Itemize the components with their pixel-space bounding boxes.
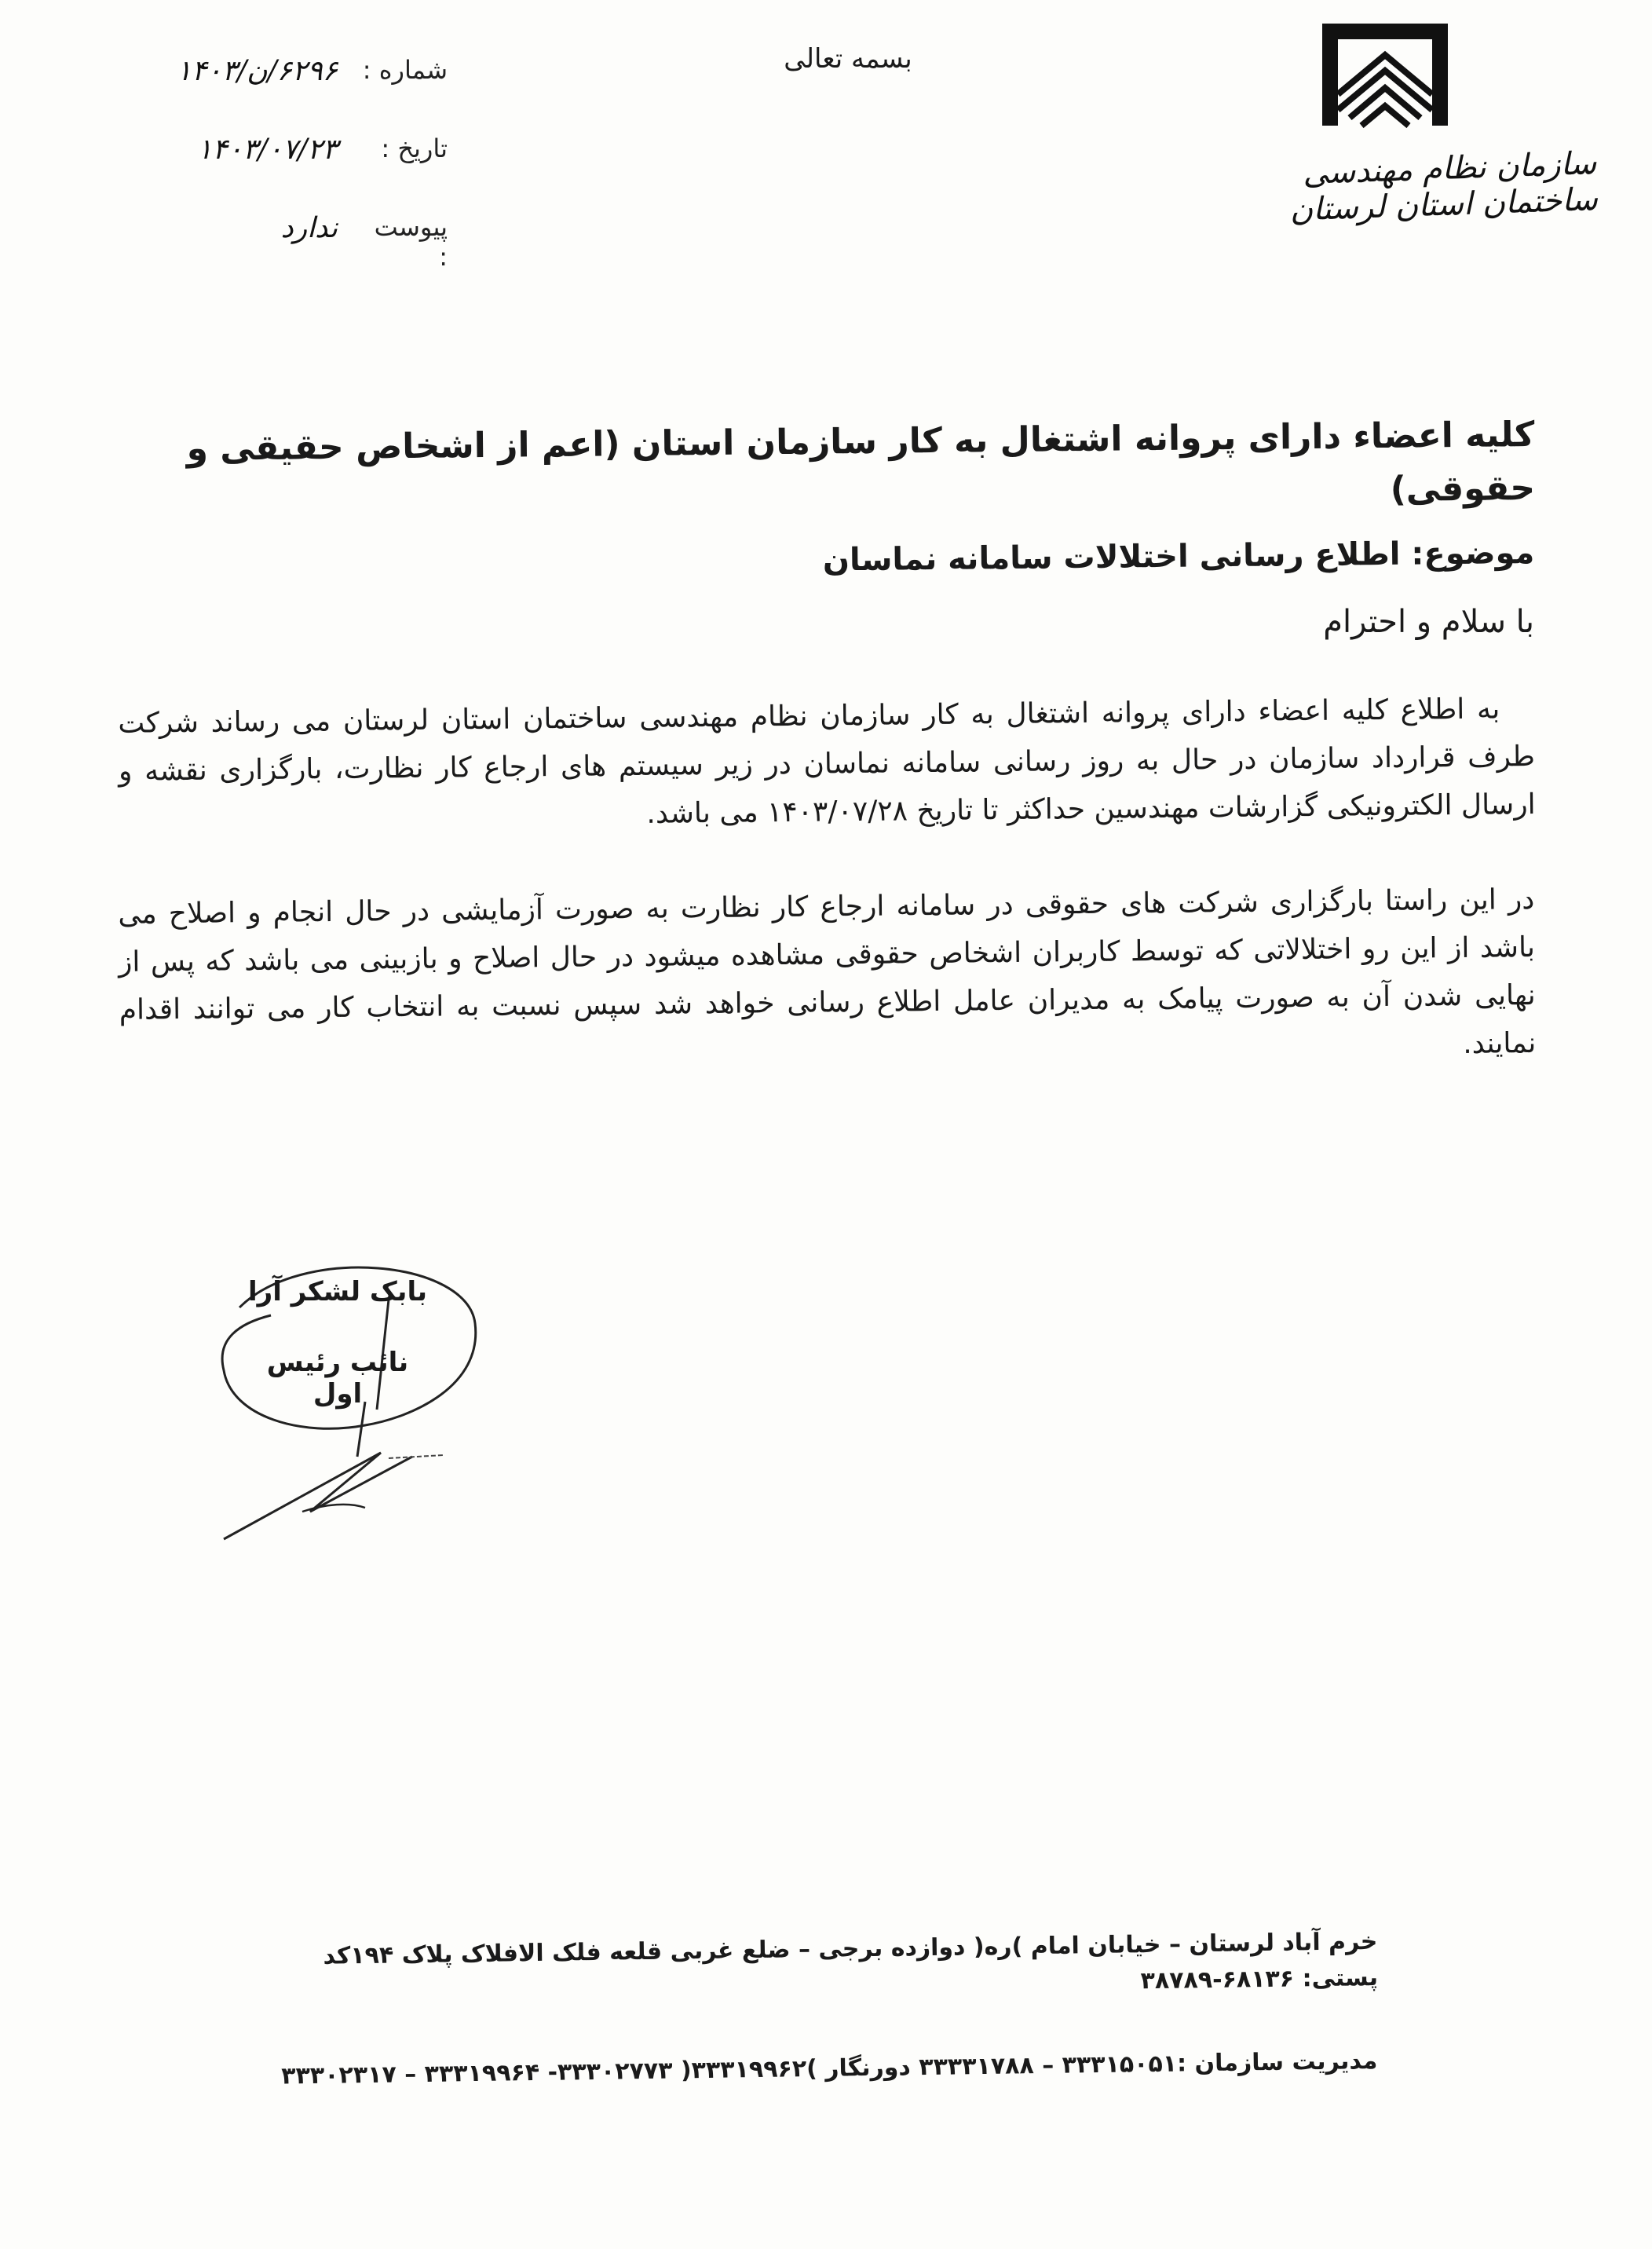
letter-meta [118, 55, 448, 291]
letter-body [118, 408, 1537, 1067]
footer-address: خرم آباد لرستان – خیابان امام )ره( دوازده برجی – ضلع غربی قلعه فلک الافلاک پلاک ۱۹۴کد پستی: ۶۸۱۳۶-۳۸۷۸۹ [323, 1927, 1379, 1995]
signature-block [208, 1252, 506, 1567]
attachment-value: ندارد [280, 212, 338, 244]
invocation-text: بسمه تعالی [784, 43, 912, 75]
number-row [118, 55, 448, 133]
attachment-label: پیوست : [374, 212, 448, 272]
date-row [118, 133, 448, 212]
subject-line: موضوع: اطلاع رسانی اختلالات سامانه نماسان [822, 534, 1535, 579]
body-paragraph-1: به اطلاع کلیه اعضاء دارای پروانه اشتغال به کار سازمان نظام مهندسی ساختمان استان لرستان می رساند شرکت طرف قرارداد سازمان در حال به روز رسانی سامانه نماسان در زیر سیستم های ارجاع کار نظارت، بارگزاری نقشه و ارسال الکترونیکی گزارشات مهندسین حداکثر تا تاریخ ۱۴۰۳/۰۷/۲۸ می باشد. [118, 693, 1536, 830]
footer-phones: مدیریت سازمان :۳۳۳۱۵۰۵۱ – ۳۳۳۳۱۷۸۸ دورنگار )۳۳۳۱۹۹۶۲( ۳۳۳۰۲۷۷۳- ۳۳۳۱۹۹۶۴ – ۳۳۳۰۲۳۱۷ [281, 2046, 1378, 2090]
date-value: ۱۴۰۳/۰۷/۲۳ [197, 133, 338, 166]
building-roof-logo-icon [1314, 16, 1456, 133]
signatory-title: نائب رئیس اول [266, 1347, 409, 1410]
date-label: تاریخ : [381, 133, 448, 163]
organization-name: سازمان نظام مهندسی ساختمان استان لرستان [1288, 145, 1599, 229]
recipient-line: کلیه اعضاء دارای پروانه اشتغال به کار سازمان استان (اعم از اشخاص حقیقی و حقوقی) [186, 414, 1536, 510]
signatory-name: بابک لشکر آرا [248, 1276, 427, 1307]
number-value: ۶۲۹۶/ن/۱۴۰۳ [176, 55, 338, 87]
attachment-row [118, 212, 448, 291]
letterhead-logo-block [1189, 16, 1599, 229]
number-label: شماره : [362, 55, 448, 85]
greeting-line: با سلام و احترام [1323, 604, 1534, 640]
letter-footer [267, 1924, 1379, 2090]
body-paragraph-2: در این راستا بارگزاری شرکت های حقوقی در سامانه ارجاع کار نظارت به صورت آزمایشی در حال انجام و اصلاح می باشد از این رو اختلالاتی که توسط کاربران اشخاص حقوقی مشاهده میشود در حال اصلاح و بازبینی می باشد که پس از نهایی شدن آن به صورت پیامک به مدیران عامل اطلاع رسانی خواهد شد سپس نسبت به انتخاب کار می توانند اقدام نمایند. [118, 883, 1537, 1060]
